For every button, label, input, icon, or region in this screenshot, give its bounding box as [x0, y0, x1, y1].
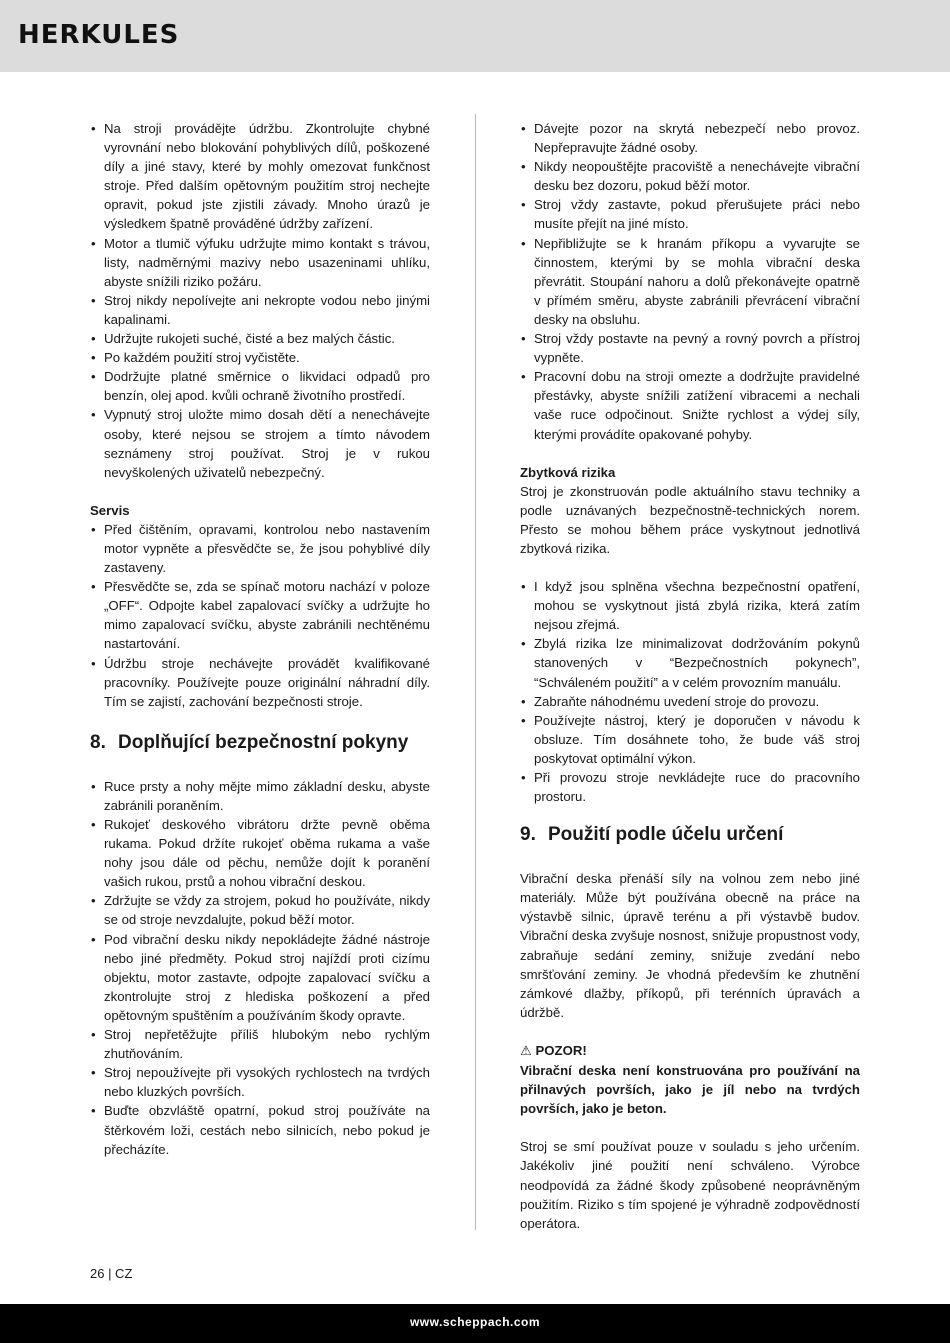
- brand-logo: HERKULES: [18, 20, 180, 50]
- section-number: 8.: [90, 731, 106, 753]
- list-item: • Stroj vždy postavte na pevný a rovný povrch a přístroj vypněte.: [520, 329, 860, 367]
- list-item: • Stroj nepoužívejte při vysokých rychlostech na tvrdých nebo kluzkých površích.: [90, 1063, 430, 1101]
- left-column: [90, 119, 430, 1159]
- list-item: • Nepřibližujte se k hranám příkopu a vyvarujte se činnostem, kterými by se mohla vibrační deska převrátit. Stoupání nahoru a dolů překonávejte opatrně v přímém směru, abyste zabránili převrácení vibrační desky na obsluhu.: [520, 234, 860, 329]
- page-footer: [0, 1304, 950, 1343]
- list-item: • Vypnutý stroj uložte mimo dosah dětí a nenechávejte osoby, které nejsou se strojem a tímto návodem seznámeny stroj používat. Stroj je v rukou nevyškolených uživatelů nebezpečný.: [90, 405, 430, 481]
- section-title: Použití podle účelu určení: [548, 824, 784, 846]
- list-item: • Udržujte rukojeti suché, čisté a bez malých částic.: [90, 329, 430, 348]
- maintenance-list: [90, 119, 430, 482]
- intended-use-text: Stroj se smí používat pouze v souladu s jeho určením. Jakékoliv jiné použití není schváleno. Výrobce neodpovídá za žádné škody způsobené neoprávněným použitím. Riziko s tím spojené je výhradně zodpovědností operátora.: [520, 1139, 860, 1231]
- list-item: • Zbylá rizika lze minimalizovat dodržováním pokynů stanovených v “Bezpečnostních pokynech”, “Schváleném použití” a v celém provozním manuálu.: [520, 634, 860, 691]
- list-item: • Na stroji provádějte údržbu. Zkontrolujte chybné vyrovnání nebo blokování pohyblivých dílů, poškozené díly a jiné stavy, které by mohly omezovat funkčnost stroje. Před dalším opětovným použitím stroj nechejte opravit, pokud jste zjistili závady. Mnoho úrazů je výsledkem špatně prováděné údržby zařízení.: [90, 119, 430, 234]
- section-8-heading: [90, 731, 430, 755]
- list-item: • Údržbu stroje nechávejte provádět kvalifikované pracovníky. Používejte pouze originální náhradní díly. Tím se zajistí, zachování bezpečnosti stroje.: [90, 654, 430, 711]
- list-item: • Zabraňte náhodnému uvedení stroje do provozu.: [520, 692, 860, 711]
- list-item: • Dodržujte platné směrnice o likvidaci odpadů pro benzín, olej apod. kvůli ochraně životního prostředí.: [90, 367, 430, 405]
- list-item: • Dávejte pozor na skrytá nebezpečí nebo provoz. Nepřepravujte žádné osoby.: [520, 119, 860, 157]
- residual-risks-text: Stroj je zkonstruován podle aktuálního stavu techniky a podle uznávaných bezpečnostně-technických norem. Přesto se mohou během práce vyskytnout jednotlivá zbytková rizika.: [520, 483, 860, 556]
- section-8-list: [90, 777, 430, 1159]
- list-item: • Stroj vždy zastavte, pokud přerušujete práci nebo musíte přejít na jiné místo.: [520, 195, 860, 233]
- list-item: • Buďte obzvláště opatrní, pokud stroj používáte na štěrkovém loži, cestách nebo silnicích, nebo pokud je přecházíte.: [90, 1101, 430, 1158]
- section-title: Doplňující bezpečnostní pokyny: [118, 731, 409, 753]
- residual-risks-list: [520, 577, 860, 806]
- list-item: • Stroj nepřetěžujte příliš hlubokým nebo rychlým zhutňováním.: [90, 1025, 430, 1063]
- list-item: • Zdržujte se vždy za strojem, pokud ho používáte, nikdy se od stroje nevzdalujte, pokud běží motor.: [90, 891, 430, 929]
- warning-heading: [520, 1041, 860, 1061]
- warning-title: POZOR!: [535, 1042, 587, 1058]
- list-item: • Rukojeť deskového vibrátoru držte pevně oběma rukama. Pokud držíte rukojeť oběma rukama a vaše nohy jsou dále od pěchu, nemůže dojít k poranění vašich rukou, prstů a nohou vibrační deskou.: [90, 815, 430, 891]
- list-item: • Motor a tlumič výfuku udržujte mimo kontakt s trávou, listy, nadměrnými mazivy nebo usazeninami uhlíku, abyste snížili riziko požáru.: [90, 234, 430, 291]
- list-item: • Po každém použití stroj vyčistěte.: [90, 348, 430, 367]
- residual-risks-heading: Zbytková rizika: [520, 464, 616, 480]
- list-item: • I když jsou splněna všechna bezpečnostní opatření, mohou se vyskytnout jistá zbylá rizika, která zatím nejsou zřejmá.: [520, 577, 860, 634]
- warning-text: Vibrační deska není konstruována pro používání na přilnavých površích, jako je jíl nebo na tvrdých površích, jako je beton.: [520, 1063, 860, 1117]
- right-column: [520, 119, 860, 1233]
- page-number: 26 | CZ: [90, 1266, 133, 1281]
- list-item: • Stroj nikdy nepolívejte ani nekropte vodou nebo jinými kapalinami.: [90, 291, 430, 329]
- list-item: • Pod vibrační desku nikdy nepokládejte žádné nástroje nebo jiné předměty. Pokud stroj najíždí proti cizímu objektu, motor zastavte, odpojte zapalovací svíčku a zkontrolujte stroj z hlediska poškození a před opětovným spuštěním a používáním škody opravte.: [90, 930, 430, 1025]
- servis-list: [90, 520, 430, 711]
- page-header: [0, 0, 950, 72]
- list-item: • Používejte nástroj, který je doporučen v návodu k obsluze. Tím dosáhnete toho, že bude váš stroj poskytovat optimální výkon.: [520, 711, 860, 768]
- column-divider: [475, 114, 476, 1230]
- list-item: • Před čištěním, opravami, kontrolou nebo nastavením motor vypněte a přesvědčte se, že jsou pohyblivé díly zastaveny.: [90, 520, 430, 577]
- list-item: • Při provozu stroje nevkládejte ruce do pracovního prostoru.: [520, 768, 860, 806]
- section-number: 9.: [520, 824, 536, 846]
- list-item: • Přesvědčte se, zda se spínač motoru nachází v poloze „OFF“. Odpojte kabel zapalovací svíčky a udržujte ho mimo zapalovací svíčku, abyste zabránili nechtěnému nastartování.: [90, 577, 430, 653]
- list-item: • Nikdy neopouštějte pracoviště a nenechávejte vibrační desku bez dozoru, pokud běží motor.: [520, 157, 860, 195]
- website-url: www.scheppach.com: [409, 1315, 541, 1329]
- list-item: • Pracovní dobu na stroji omezte a dodržujte pravidelné přestávky, abyste snížili zatížení vibracemi a nechali vaše ruce odpočinout. Snižte rychlost a výdej síly, kterými provádíte opakované pohyby.: [520, 367, 860, 443]
- warning-icon: ⚠: [520, 1043, 532, 1059]
- operation-list: [520, 119, 860, 444]
- list-item: • Ruce prsty a nohy mějte mimo základní desku, abyste zabránili poraněním.: [90, 777, 430, 815]
- section-9-text: Vibrační deska přenáší síly na volnou zem nebo jiné materiály. Může být používána obecně na práce na výstavbě silnic, úpravě terénu a při výstavbě budov. Vibrační deska zvyšuje nosnost, snižuje propustnost vody, zabraňuje sedání zeminy, snižuje zvedání nebo smršťování zeminy. Je vhodná především ke zhutnění zámkové dlažby, příkopů, při terénních úpravách a údržbě.: [520, 871, 860, 1020]
- servis-heading: Servis: [90, 502, 130, 518]
- section-9-heading: [520, 823, 860, 847]
